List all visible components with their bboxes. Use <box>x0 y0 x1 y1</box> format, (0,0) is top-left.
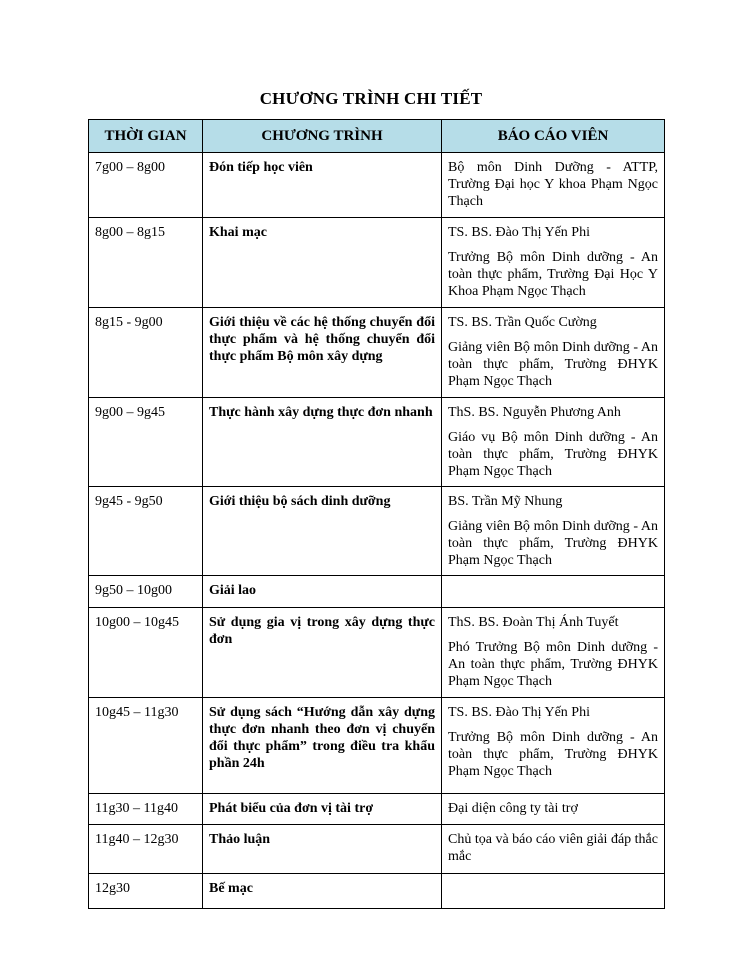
time-cell: 9g45 - 9g50 <box>89 487 203 576</box>
program-cell: Đón tiếp học viên <box>203 153 442 218</box>
time-cell: 12g30 <box>89 874 203 909</box>
program-cell: Giải lao <box>203 576 442 608</box>
column-header-program: CHƯƠNG TRÌNH <box>203 120 442 153</box>
program-cell: Giới thiệu về các hệ thống chuyển đổi thực phẩm và hệ thống chuyển đổi thực phẩm Bộ môn xây dựng <box>203 308 442 398</box>
speaker-cell <box>442 794 665 825</box>
schedule-table <box>88 119 665 909</box>
table-row <box>89 874 665 909</box>
speaker-cell <box>442 218 665 308</box>
speaker-cell <box>442 153 665 218</box>
speaker-name: Bộ môn Dinh Dưỡng - ATTP, Trường Đại học Y khoa Phạm Ngọc Thạch <box>448 160 658 209</box>
speaker-name: ThS. BS. Đoàn Thị Ánh Tuyết <box>448 615 619 630</box>
speaker-cell <box>442 308 665 398</box>
speaker-affiliation: Giảng viên Bộ môn Dinh dưỡng - An toàn thực phẩm, Trường ĐHYK Phạm Ngọc Thạch <box>448 519 658 568</box>
table-row <box>89 608 665 698</box>
table-row <box>89 825 665 874</box>
table-header-row <box>89 120 665 153</box>
speaker-cell <box>442 398 665 487</box>
time-cell: 11g40 – 12g30 <box>89 825 203 874</box>
time-cell: 9g00 – 9g45 <box>89 398 203 487</box>
speaker-affiliation: Giảng viên Bộ môn Dinh dưỡng - An toàn thực phẩm, Trường ĐHYK Phạm Ngọc Thạch <box>448 340 658 389</box>
program-cell: Giới thiệu bộ sách dinh dưỡng <box>203 487 442 576</box>
program-cell: Bế mạc <box>203 874 442 909</box>
speaker-name: TS. BS. Đào Thị Yến Phi <box>448 705 590 720</box>
table-row <box>89 794 665 825</box>
table-row <box>89 398 665 487</box>
time-cell: 10g45 – 11g30 <box>89 698 203 794</box>
time-cell: 11g30 – 11g40 <box>89 794 203 825</box>
speaker-name: TS. BS. Trần Quốc Cường <box>448 315 597 330</box>
speaker-name: Đại diện công ty tài trợ <box>448 801 578 816</box>
speaker-cell <box>442 825 665 874</box>
table-row <box>89 153 665 218</box>
program-cell: Phát biểu của đơn vị tài trợ <box>203 794 442 825</box>
speaker-affiliation: Trưởng Bộ môn Dinh dưỡng - An toàn thực phẩm, Trường ĐHYK Phạm Ngọc Thạch <box>448 730 658 779</box>
program-cell: Thảo luận <box>203 825 442 874</box>
program-cell: Sử dụng sách “Hướng dẫn xây dựng thực đơn nhanh theo đơn vị chuyển đổi thực phẩm” trong điều tra khẩu phần 24h <box>203 698 442 794</box>
program-cell: Thực hành xây dựng thực đơn nhanh <box>203 398 442 487</box>
speaker-name: TS. BS. Đào Thị Yến Phi <box>448 225 590 240</box>
speaker-affiliation: Giáo vụ Bộ môn Dinh dưỡng - An toàn thực phẩm, Trường ĐHYK Phạm Ngọc Thạch <box>448 430 658 479</box>
table-row <box>89 698 665 794</box>
time-cell: 8g00 – 8g15 <box>89 218 203 308</box>
time-cell: 8g15 - 9g00 <box>89 308 203 398</box>
speaker-cell <box>442 608 665 698</box>
speaker-affiliation: Trưởng Bộ môn Dinh dưỡng - An toàn thực phẩm, Trường Đại Học Y Khoa Phạm Ngọc Thạch <box>448 250 658 299</box>
table-row <box>89 576 665 608</box>
table-row <box>89 487 665 576</box>
column-header-time: THỜI GIAN <box>89 120 203 153</box>
speaker-name: Chủ tọa và báo cáo viên giải đáp thắc mắc <box>448 832 658 864</box>
time-cell: 10g00 – 10g45 <box>89 608 203 698</box>
table-row <box>89 308 665 398</box>
speaker-name: ThS. BS. Nguyễn Phương Anh <box>448 405 621 420</box>
speaker-affiliation: Phó Trưởng Bộ môn Dinh dưỡng - An toàn thực phẩm, Trường ĐHYK Phạm Ngọc Thạch <box>448 640 658 689</box>
table-row <box>89 218 665 308</box>
time-cell: 9g50 – 10g00 <box>89 576 203 608</box>
speaker-cell <box>442 576 665 608</box>
page-title: CHƯƠNG TRÌNH CHI TIẾT <box>259 89 483 108</box>
column-header-speaker: BÁO CÁO VIÊN <box>442 120 665 153</box>
speaker-name: BS. Trần Mỹ Nhung <box>448 494 563 509</box>
time-cell: 7g00 – 8g00 <box>89 153 203 218</box>
program-cell: Sử dụng gia vị trong xây dựng thực đơn <box>203 608 442 698</box>
speaker-cell <box>442 698 665 794</box>
speaker-cell <box>442 874 665 909</box>
speaker-cell <box>442 487 665 576</box>
program-cell: Khai mạc <box>203 218 442 308</box>
